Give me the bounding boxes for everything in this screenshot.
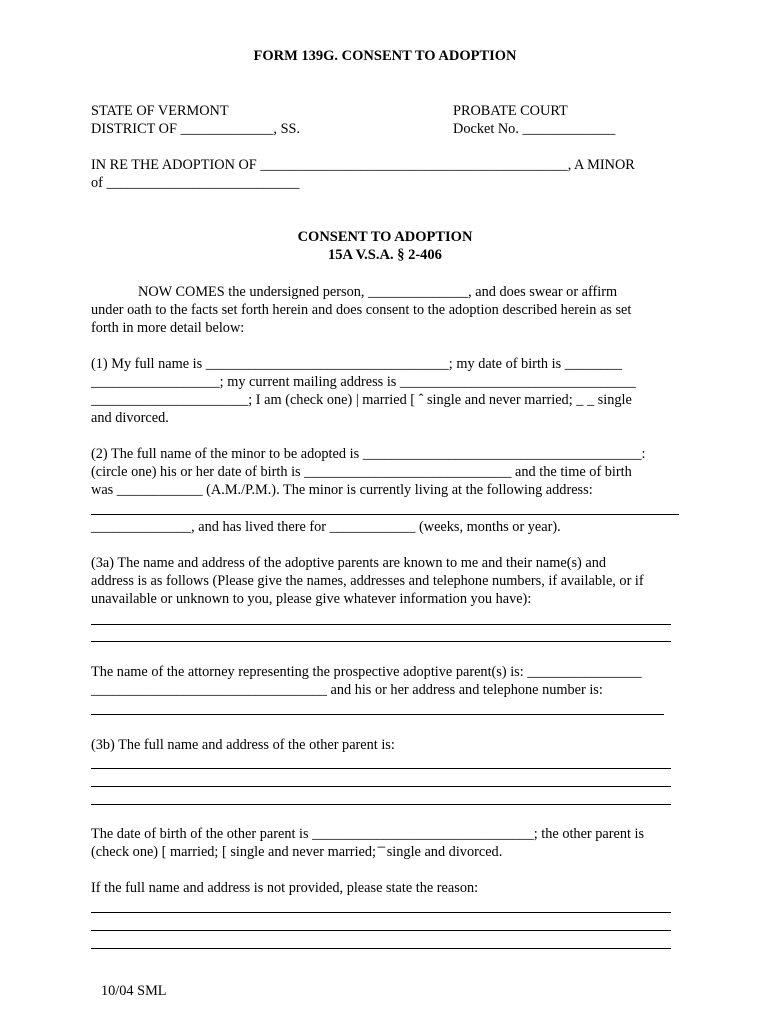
other-parent-line-3[interactable] (91, 804, 671, 805)
in-re-adoption-field[interactable]: IN RE THE ADOPTION OF ___________________________________________, A MINOR (91, 157, 635, 173)
adoptive-parents-line-2[interactable] (91, 641, 671, 642)
minor-address-line[interactable] (91, 514, 679, 515)
adoptive-parents-line-1[interactable] (91, 624, 671, 625)
intro-line-2: under oath to the facts set forth herein and does consent to the adoption described herein as set (91, 302, 632, 318)
district-field[interactable]: DISTRICT OF _____________, SS. (91, 121, 301, 137)
reason-label: If the full name and address is not provided, please state the reason: (91, 880, 479, 896)
other-parent-line-1[interactable] (91, 768, 671, 769)
state-label: STATE OF VERMONT (91, 103, 229, 119)
marital-status-continued: and divorced. (91, 410, 169, 426)
minor-birth-time-field[interactable]: was ____________ (A.M./P.M.). The minor is currently living at the following address: (91, 482, 593, 498)
other-parent-label: (3b) The full name and address of the other parent is: (91, 737, 395, 753)
docket-field[interactable]: Docket No. _____________ (453, 121, 616, 137)
mailing-address-field[interactable]: __________________; my current mailing address is _________________________________ (91, 374, 636, 390)
full-name-field[interactable]: (1) My full name is __________________________________; my date of birth is ________ (91, 356, 622, 372)
other-parent-marital-checkboxes[interactable]: (check one) [ married; [ single and never married; ̄ ̄ single and divorced. (91, 844, 503, 860)
adoptive-parents-intro-2: address is as follows (Please give the names, addresses and telephone numbers, if available, or if (91, 573, 644, 589)
intro-line-1[interactable]: NOW COMES the undersigned person, ______________, and does swear or affirm (138, 284, 618, 300)
minor-birth-date-field[interactable]: (circle one) his or her date of birth is _____________________________ and the time of birth (91, 464, 632, 480)
section-title: CONSENT TO ADOPTION (297, 229, 473, 245)
minor-name-field[interactable]: (2) The full name of the minor to be adopted is _______________________________________: (91, 446, 646, 462)
reason-line-2[interactable] (91, 930, 671, 931)
attorney-address-line[interactable] (91, 714, 664, 715)
statute-reference: 15A V.S.A. § 2-406 (328, 247, 442, 263)
intro-line-3: forth in more detail below: (91, 320, 245, 336)
other-parent-line-2[interactable] (91, 786, 671, 787)
attorney-name-field[interactable]: The name of the attorney representing the prospective adoptive parent(s) is: ________________ (91, 664, 642, 680)
court-label: PROBATE COURT (453, 103, 568, 119)
residence-duration-field[interactable]: ______________, and has lived there for ____________ (weeks, months or year). (91, 519, 561, 535)
adoptive-parents-intro-3: unavailable or unknown to you, please give whatever information you have): (91, 591, 532, 607)
reason-line-3[interactable] (91, 948, 671, 949)
reason-line-1[interactable] (91, 912, 671, 913)
other-parent-birth-date-field[interactable]: The date of birth of the other parent is _______________________________; the other parent is (91, 826, 645, 842)
adoptive-parents-intro-1: (3a) The name and address of the adoptive parents are known to me and their name(s) and (91, 555, 607, 571)
form-title: FORM 139G. CONSENT TO ADOPTION (253, 48, 517, 64)
in-re-of-field[interactable]: of ___________________________ (91, 175, 300, 191)
form-version-code: 10/04 SML (101, 983, 167, 999)
marital-status-checkboxes[interactable]: ______________________; I am (check one) | married [ ˆ single and never married; _ _ single (91, 392, 632, 408)
attorney-contact-label[interactable]: _________________________________ and his or her address and telephone number is: (91, 682, 603, 698)
